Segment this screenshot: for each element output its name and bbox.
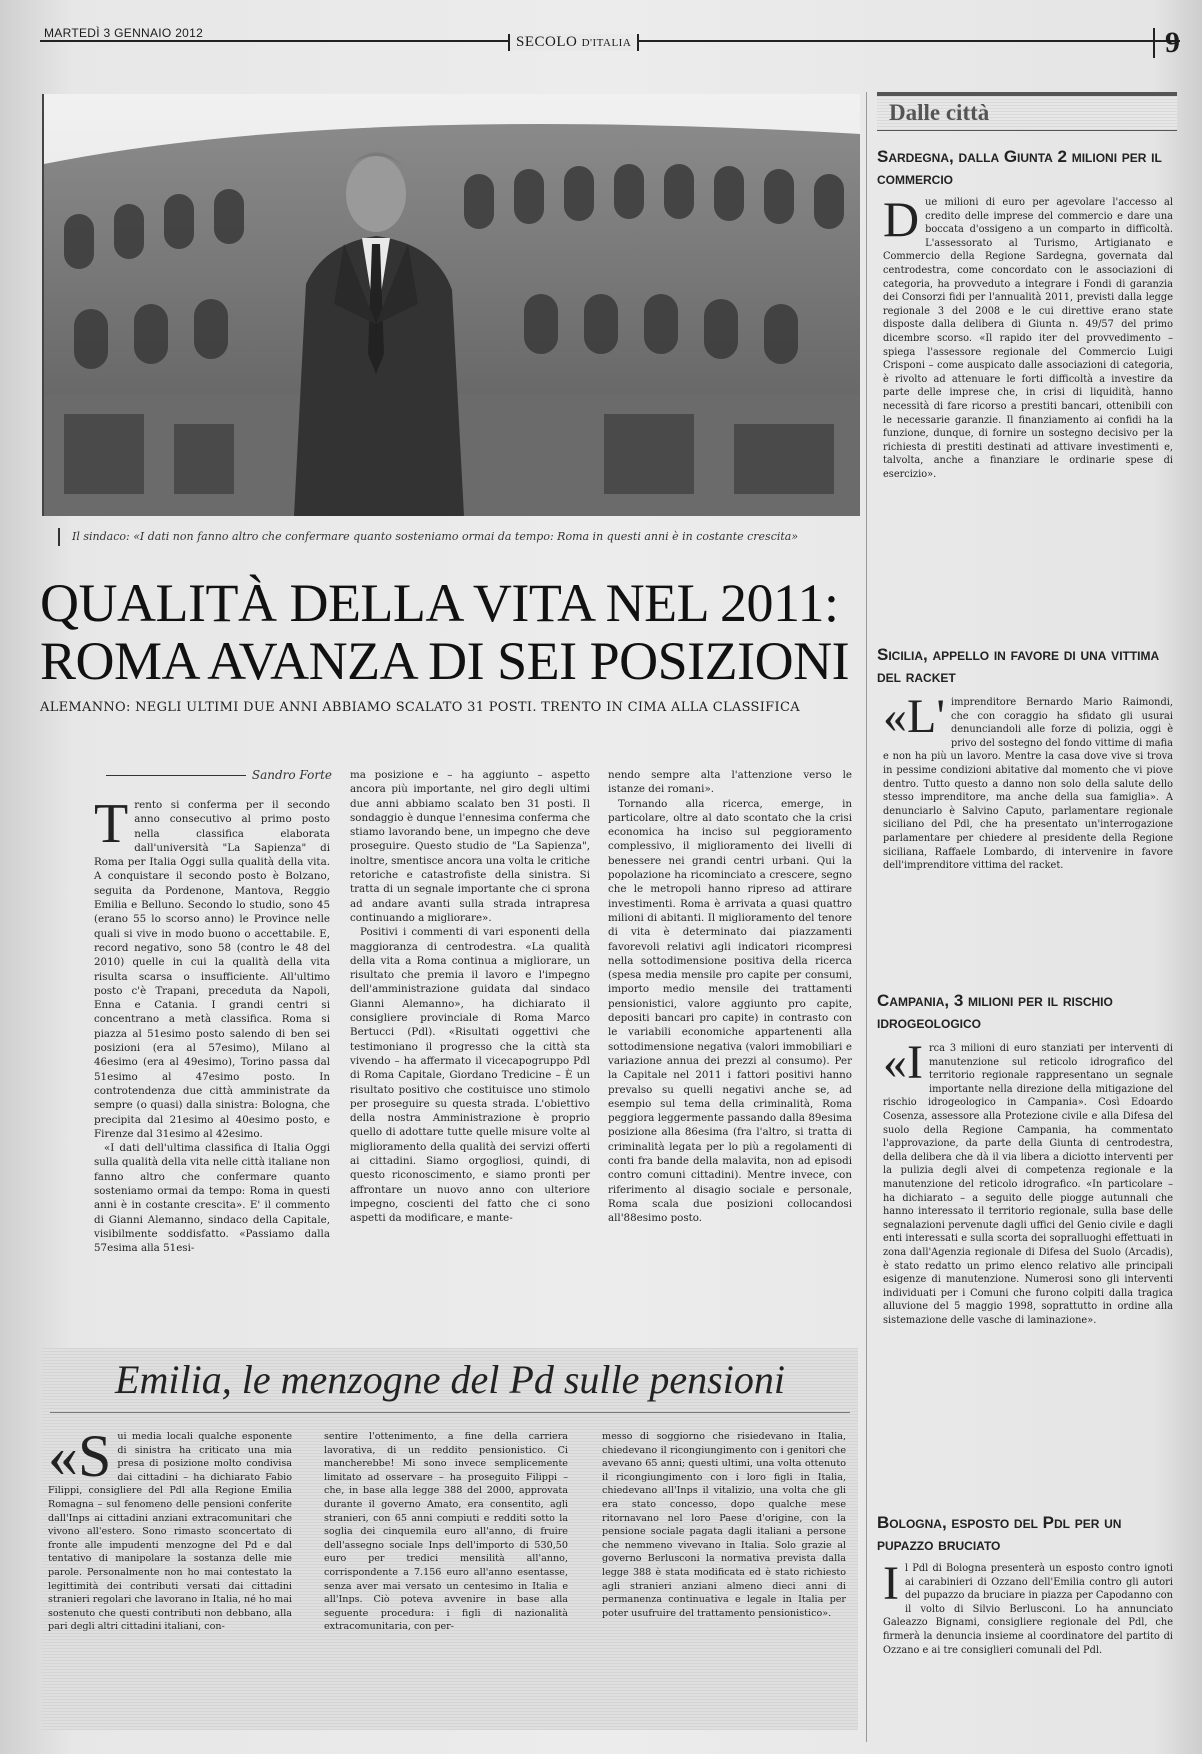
sidebar-headline-sardegna: Sardegna, dalla Giunta 2 milioni per il commercio: [877, 147, 1162, 188]
issue-date: MARTEDÌ 3 GENNAIO 2012: [44, 26, 204, 40]
article-subhead: ALEMANNO: NEGLI ULTIMI DUE ANNI ABBIAMO SCALATO 31 POSTI. TRENTO IN CIMA ALLA CLASSIFICA: [40, 700, 800, 715]
sidebar-dalle-citta: [866, 92, 1181, 1742]
article-column-2: [350, 768, 590, 1226]
masthead: [40, 22, 1180, 62]
sidebar-story-bologna: [883, 1557, 1173, 1657]
emilia-quotecap: «S: [48, 1423, 112, 1489]
article-paragraph: «I dati dell'ultima classifica di Italia Oggi sulla qualità della vita nelle città italiane non fanno altro che confermare quanto sosteniamo ormai da tempo: Roma in questi anni è in costante crescita». E' il commento di Gianni Alemanno, sindaco della Capitale, visibilmente soddisfatto. «Passiamo dalla 57esima alla 51esi-: [94, 1142, 330, 1255]
sidebar-tag: [877, 92, 1177, 131]
emilia-title: Emilia, le menzogne del Pd sulle pensioni: [115, 1357, 785, 1402]
newspaper-name: [508, 34, 639, 51]
article-paragraph: nendo sempre alta l'attenzione verso le istanze dei romani».: [608, 769, 852, 796]
dropcap: I: [883, 1557, 899, 1610]
sidebar-tag-label: Dalle città: [889, 100, 990, 125]
sidebar-paragraph: imprenditore Bernardo Mario Raimondi, che con coraggio ha sfidato gli usurai denunciandoli alle forze di polizia, oggi è privo del sostegno del fondo vittime di mafia e non ha più un lavoro. Mentre la casa dove vive si trova in pessime condizioni abitative dal momento che vi piove dentro. Tutto questo a danno non solo della salute dello stesso imprenditore, ma anche della sua famiglia». A denunciarlo è Salvino Caputo, parlamentare regionale siciliano del Pdl, che ha presentato un'interrogazione parlamentare per chiedere al presidente della Regione siciliana, Raffaele Lombardo, di intervenire in favore dell'imprenditore vittima del racket.: [883, 697, 1173, 872]
photo-caption: Il sindaco: «I dati non fanno altro che confermare quanto sosteniamo ormai da tempo: Roma in questi anni è in costante crescita»: [58, 528, 872, 546]
quotecap: «I: [883, 1036, 923, 1089]
colosseum-photo-illustration: [44, 94, 860, 516]
dropcap: T: [94, 793, 129, 855]
newspaper-name-main: SECOLO: [516, 34, 578, 50]
article-paragraph: rento si conferma per il secondo anno consecutivo al primo posto nella classifica elaborata dall'università "La Sapienza" di Roma per Italia Oggi sulla qualità della vita. A conquistare il secondo posto è Bolzano, seguita da Pordenone, Mantova, Reggio Emilia e Belluno. Secondo lo studio, sono 45 (erano 55 lo scorso anno) le Province nelle quali si vive in modo buono o accettabile. E, record negativo, sono 58 (contro le 48 del 2010) quelle in cui la qualità della vita risulta scarsa o insufficiente. All'ultimo posto c'è Trapani, preceduta da Napoli, Enna e Catania. I grandi centri si concentrano a metà classifica. Roma si piazza al 51esimo posto salendo di ben sei posizioni (era al 57esimo), Milano al 46esimo (era al 49esimo), Torino passa dal 51esimo al 47esimo posto. In controtendenza due città amministrate da sempre (o quasi) dalla sinistra: Bologna, che precipita dal 21esimo al 40esimo posto, e Firenze dal 31esimo al 42esimo.: [94, 799, 330, 1140]
article-column-3: [608, 768, 852, 1226]
byline-rule: [106, 775, 246, 776]
emilia-column-3: [602, 1430, 846, 1620]
sidebar-paragraph: ue milioni di euro per agevolare l'accesso al credito delle imprese del commercio e dare una boccata d'ossigeno a un comparto in difficoltà. L'assessorato al Turismo, Artigianato e Commercio della Regione Sardegna, governata dal centrodestra, come concordato con le associazioni di categoria, ha provveduto a integrare i Fondi di garanzia dei Consorzi fidi per l'annualità 2011, previsti dalla legge regionale 3 del 2008 e le cui direttive erano state disposte dalla delibera di Giunta n. 49/57 del primo dicembre scorso. «Il rapido iter del provvedimento – spiega l'assessore regionale del Commercio Luigi Crisponi – come auspicato dalle associazioni di categoria, è rivolto ad attenuare le forti difficoltà a investire da parte delle imprese che, in crisi di liquidità, hanno necessità di fare ricorso a prestiti bancari, ottenibili con le necessarie garanzie. Il finanziamento ai confidi ha la funzione, dunque, di fornire un sostegno decisivo per la richiesta di prestiti destinati ad attivare investimenti e, talvolta, anche a finanziare le ordinarie spese di esercizio».: [883, 197, 1173, 480]
emilia-column-1: [48, 1423, 292, 1634]
newspaper-name-small: D'ITALIA: [581, 37, 632, 49]
sidebar-paragraph: l Pdl di Bologna presenterà un esposto contro ignoti ai carabinieri di Ozzano dell'Emilia contro gli autori del pupazzo da bruciare in piazza per Capodanno con il volto di Silvio Berlusconi. Lo ha annunciato Galeazzo Bignami, consigliere regionale del Pdl, che firmerà la denuncia insieme al coordinatore del partito di Ozzano e ai tre consiglieri comunali del Pdl.: [883, 1563, 1173, 1656]
article-paragraph: ma posizione e – ha aggiunto – aspetto ancora più importante, nel giro degli ultimi due anni abbiamo scalato ben 31 posti. Il sondaggio è dunque l'ennesima conferma che stiamo lavorando bene, un impegno che deve proseguire. Questo studio de "La Sapienza", inoltre, smentisce ancora una volta le critiche retoriche e catastrofiste della sinistra. Si tratta di un segnale importante che ci sprona ad andare avanti sulla strada intrapresa continuando a migliorare».: [350, 769, 590, 924]
headline-line-2: ROMA AVANZA DI SEI POSIZIONI: [40, 631, 850, 691]
emilia-paragraph: messo di soggiorno che risiedevano in Italia, chiedevano il ricongiungimento con i genitori che avevano 65 anni; questi ultimi, una volta ottenuto il ricongiungimento con i loro figli in Italia, chiedevano all'Inps il vitalizio, una volta che gli era stato concesso, dopo qualche mese ritornavano nel loro Paese d'origine, con la pensione sociale pagata dagli italiani a persone che nemmeno vivevano in Italia. Solo grazie al governo Berlusconi la normativa prevista dalla legge 388 è stata modificata ed è stato richiesto agli stranieri anziani almeno dieci anni di permanenza continuativa e legale in Italia per poter usufruire del trattamento pensionistico».: [602, 1431, 846, 1619]
sidebar-paragraph: rca 3 milioni di euro stanziati per interventi di manutenzione sul reticolo idrografico del territorio regionale rappresentano un segnale importante nella direzione della mitigazione del rischio idrogeologico in Campania». Così Edoardo Cosenza, assessore alla Protezione civile e alla Difesa del suolo della Regione Campania, ha commentato l'approvazione, da parte della Giunta di centrodestra, della delibera che dà il via libera a diciotto interventi per la pulizia degli alvei di competenza regionale e la manutenzione del reticolo idrografico. «In particolare – ha dichiarato – a seguito delle piogge autunnali che hanno interessato il territorio regionale, sulla base delle segnalazioni pervenute dagli uffici del Genio civile e dagli enti interessati e sulla scorta dei sopralluoghi effettuati in zona dall'Agenzia regionale di Difesa del Suolo (Arcadis), è stato redatto un primo elenco relativo alle principali esigenze di manutenzione. Numerosi sono gli interventi individuati per i Comuni che furono colpiti dalla tragica alluvione del 5 maggio 1998, soprattutto in ordine alla sistemazione delle vasche di laminazione».: [883, 1043, 1173, 1326]
sidebar-story-sardegna: [883, 191, 1173, 481]
article-paragraph: Tornando alla ricerca, emerge, in particolare, oltre al dato scontato che la crisi economica ha inciso sul peggioramento complessivo, il miglioramento dei livelli di benessere nei grandi centri urbani. Qui la popolazione ha ricominciato a crescere, segno che le metropoli hanno ripreso ad attirare investimenti. Roma è arrivata a quasi quattro milioni di abitanti. Il miglioramento del tenore di vita è determinato dai piazzamenti favorevoli relativi agli indicatori ricompresi nella sottodimensione positiva della ricerca (spesa media mensile pro capite per consumi, importo medio mensile dei trattamenti pensionistici, valore aggiunto pro capite, depositi bancari pro capite) in contrasto con le variabili economiche appartenenti alla sottodimensione negativa (valori immobiliari e variazione annua dei prezzi al consumo). Per la Capitale nel 2011 i fattori positivi hanno prevalso su quelli negativi anche se, ad esempio sul tema della criminalità, Roma peggiora leggermente passando dalla 89esima posizione alla 86esima (fra l'altro, si tratta di criminalità legata per lo più a regolamenti di conti fra bande della malavita, non ad episodi contro comuni cittadini). Mentre invece, con riferimento al disagio sociale e personale, Roma scala due posizioni collocandosi all'88esimo posto.: [608, 797, 852, 1225]
dropcap: D: [883, 191, 920, 247]
sidebar-headline-campania: Campania, 3 milioni per il rischio idrogeologico: [877, 991, 1113, 1032]
page-number: 9: [1153, 28, 1180, 58]
emilia-rule: [50, 1412, 850, 1413]
sidebar-story-sicilia: [883, 690, 1173, 873]
emilia-column-2: [324, 1430, 568, 1634]
main-photo: [42, 94, 860, 516]
sidebar-headline-sicilia: Sicilia, appello in favore di una vittima del racket: [877, 645, 1160, 686]
article-column-1: [94, 793, 330, 1256]
emilia-article-box: [42, 1348, 858, 1730]
byline: [102, 768, 332, 782]
sidebar-story-campania: [883, 1036, 1173, 1327]
byline-author: Sandro Forte: [251, 768, 332, 782]
sidebar-headline-bologna: Bologna, esposto del Pdl per un pupazzo bruciato: [877, 1513, 1122, 1554]
emilia-paragraph: sentire l'ottenimento, a fine della carriera lavorativa, di un reddito pensionistico. Ci mancherebbe! Mi sono invece semplicemente limitato ad osservare – ha proseguito Filippi – che, in base alla legge 388 del 2000, approvata durante il governo Amato, era consentito, agli stranieri, con 65 anni compiuti e redditi sotto la soglia dei cinquemila euro all'anno, di fruire dell'assegno sociale Inps dell'importo di 530,50 euro per tredici mensilità all'anno, corrispondente a 7.156 euro all'anno esentasse, senza aver mai versato un centesimo in Italia e all'Inps. Ciò poteva avvenire in base alla seguente procedura: i figli di nazionalità extracomunitaria, con per-: [324, 1431, 568, 1633]
headline-line-1: QUALITÀ DELLA VITA NEL 2011:: [40, 573, 839, 633]
article-headline: [40, 574, 860, 690]
quotecap: «L': [883, 690, 945, 743]
emilia-paragraph: ui media locali qualche esponente di sinistra ha criticato una mia presa di posizione molto condivisa dai cittadini – ha dichiarato Fabio Filippi, consigliere del Pdl alla Regione Emilia Romagna – sul fenomeno delle pensioni conferite dall'Inps ai cittadini anziani extracomunitari che vivono all'estero. Sono rimasto sconcertato di fronte alle impudenti menzogne del Pd e dal tentativo di manipolare la sostanza delle mie parole. Personalmente non ho mai contestato la legittimità dei contributi versati dai cittadini stranieri regolari che lavorano in Italia, né ho mai sostenuto che questi contributi non debbano, alla pari degli altri cittadini italiani, con-: [48, 1431, 292, 1633]
article-paragraph: Positivi i commenti di vari esponenti della maggioranza di centrodestra. «La qualità della vita a Roma continua a migliorare, un risultato che premia il lavoro e l'impegno dell'amministrazione guidata dal sindaco Gianni Alemanno», ha dichiarato il consigliere provinciale di Roma Marco Bertucci (Pdl). «Risultati oggettivi che testimoniano il progresso che la città sta vivendo – ha affermato il vicecapogruppo Pdl di Roma Capitale, Giordano Tredicine – È un risultato positivo che costituisce uno stimolo per proseguire su questa strada. L'obiettivo della nostra Amministrazione è proprio quello di adottare tutte quelle misure volte al miglioramento della qualità dei servizi offerti ai cittadini. Siamo orgogliosi, quindi, di questo riconoscimento, e siamo pronti per affrontare un nuovo anno con ulteriore impegno, coscienti del fatto che ci sono aspetti da modificare, e mante-: [350, 926, 590, 1225]
